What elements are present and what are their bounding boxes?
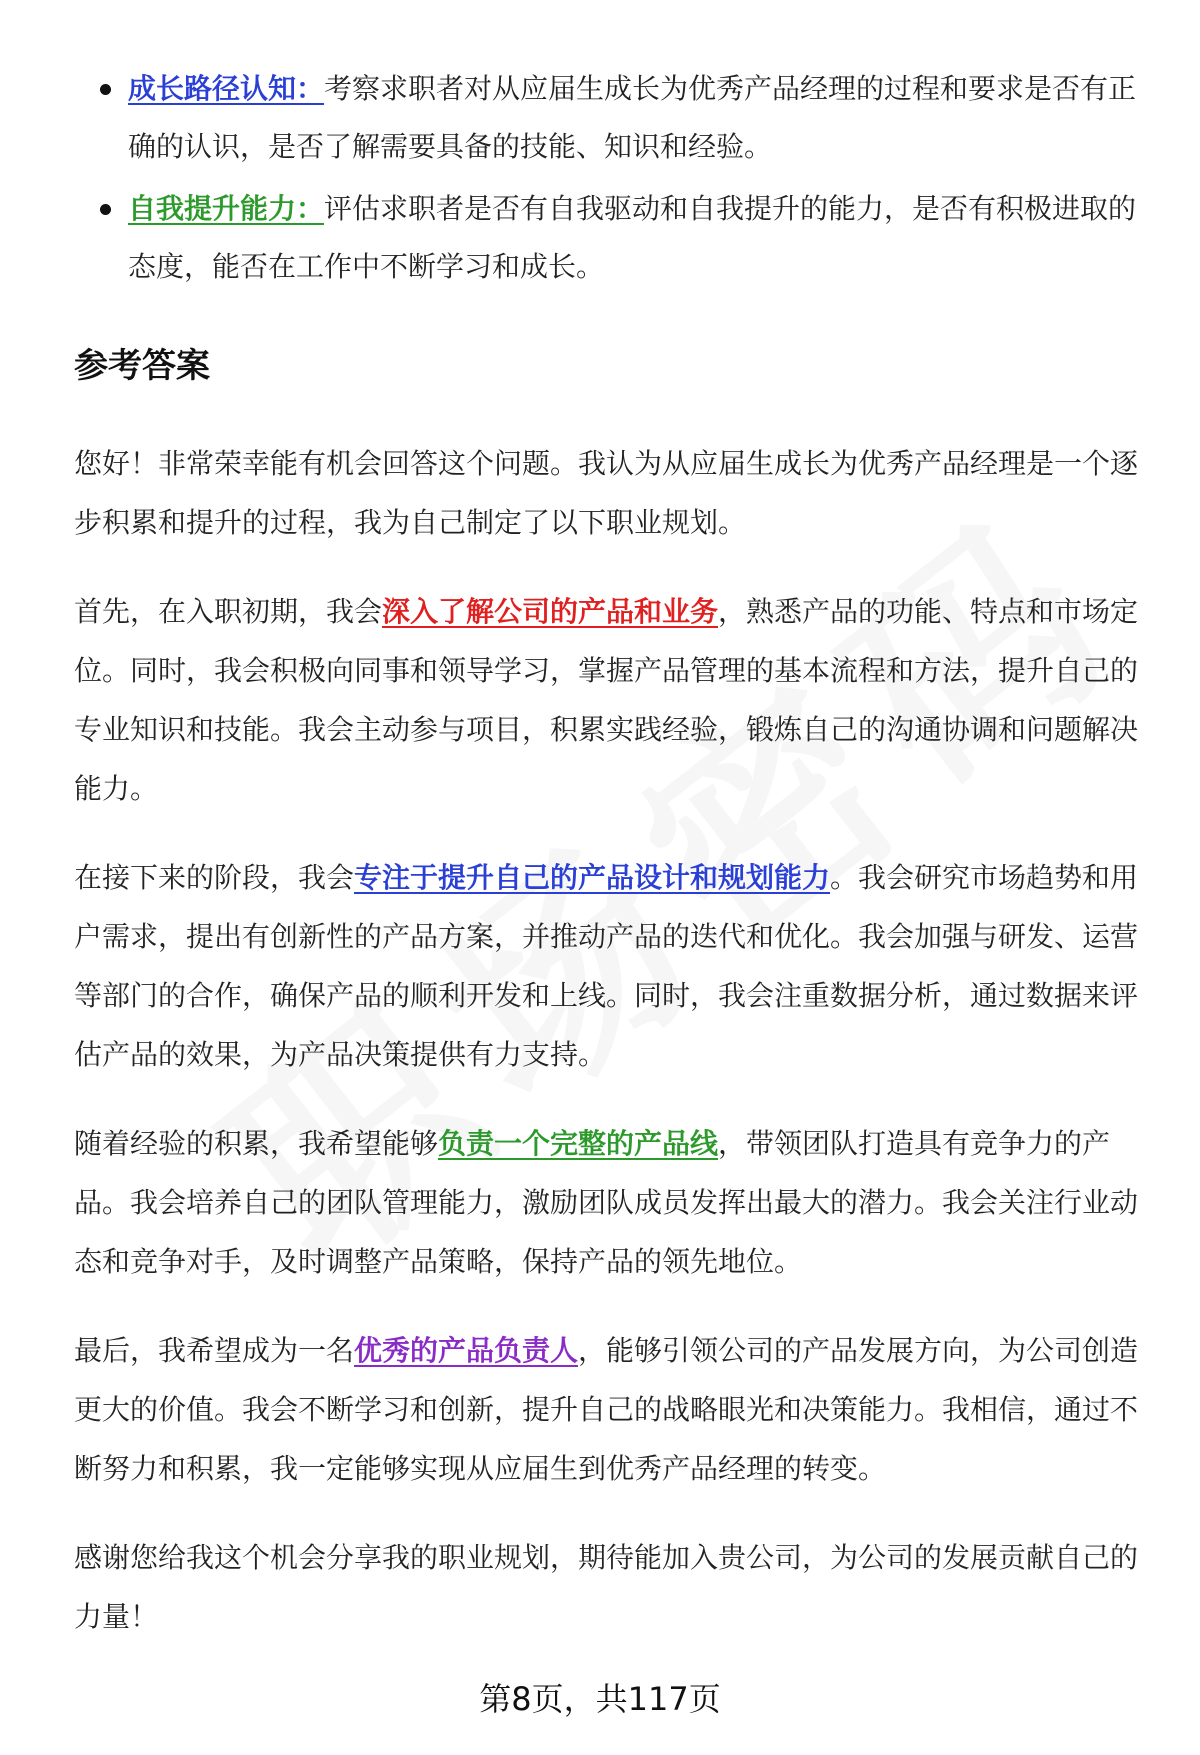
bullet-keyword: 成长路径认知： [128,72,325,105]
highlight-phrase: 专注于提升自己的产品设计和规划能力 [354,861,831,894]
criteria-list [74,60,1154,300]
paragraph-text: ，带领团队打造具有竞争力的产品。我会培养自己的团队管理能力，激励团队成员发挥出最大的潜力。我会关注行业动态和竞争对手，及时调整产品策略，保持产品的领先地位。 [74,1127,1139,1278]
bullet-keyword: 自我提升能力： [128,192,325,225]
answer-body [74,434,1154,1676]
paragraph-text: ，熟悉产品的功能、特点和市场定位。同时，我会积极向同事和领导学习，掌握产品管理的基本流程和方法，提升自己的专业知识和技能。我会主动参与项目，积累实践经验，锻炼自己的沟通协调和问题解决能力。 [74,595,1139,805]
section-title: 参考答案 [74,346,210,386]
paragraph [74,1528,1154,1646]
paragraph-text: 首先，在入职初期，我会 [74,595,383,628]
paragraph-text: 在接下来的阶段，我会 [74,861,355,894]
paragraph [74,848,1154,1084]
paragraph [74,582,1154,818]
list-item [74,180,1154,296]
paragraph-text: 感谢您给我这个机会分享我的职业规划，期待能加入贵公司，为公司的发展贡献自己的力量！ [74,1541,1139,1633]
paragraph-text: 最后，我希望成为一名 [74,1334,355,1367]
paragraph-text: 您好！非常荣幸能有机会回答这个问题。我认为从应届生成长为优秀产品经理是一个逐步积累和提升的过程，我为自己制定了以下职业规划。 [74,447,1139,539]
paragraph [74,1114,1154,1291]
list-item [74,60,1154,176]
highlight-phrase: 优秀的产品负责人 [354,1334,579,1367]
bullet-text: 考察求职者对从应届生成长为优秀产品经理的过程和要求是否有正确的认识，是否了解需要具备的技能、知识和经验。 [128,72,1137,163]
bullet-icon [100,204,111,215]
paragraph [74,1321,1154,1498]
page-number: 第8页，共117页 [479,1680,721,1718]
highlight-phrase: 负责一个完整的产品线 [438,1127,719,1160]
paragraph-text: ，能够引领公司的产品发展方向，为公司创造更大的价值。我会不断学习和创新，提升自己的战略眼光和决策能力。我相信，通过不断努力和积累，我一定能够实现从应届生到优秀产品经理的转变。 [74,1334,1139,1485]
highlight-phrase: 深入了解公司的产品和业务 [382,595,719,628]
bullet-icon [100,84,111,95]
paragraph [74,434,1154,552]
paragraph-text: 随着经验的积累，我希望能够 [74,1127,439,1160]
paragraph-text: 。我会研究市场趋势和用户需求，提出有创新性的产品方案，并推动产品的迭代和优化。我会加强与研发、运营等部门的合作，确保产品的顺利开发和上线。同时，我会注重数据分析，通过数据来评估产品的效果，为产品决策提供有力支持。 [74,861,1139,1071]
bullet-text: 评估求职者是否有自我驱动和自我提升的能力，是否有积极进取的态度，能否在工作中不断学习和成长。 [128,192,1137,283]
